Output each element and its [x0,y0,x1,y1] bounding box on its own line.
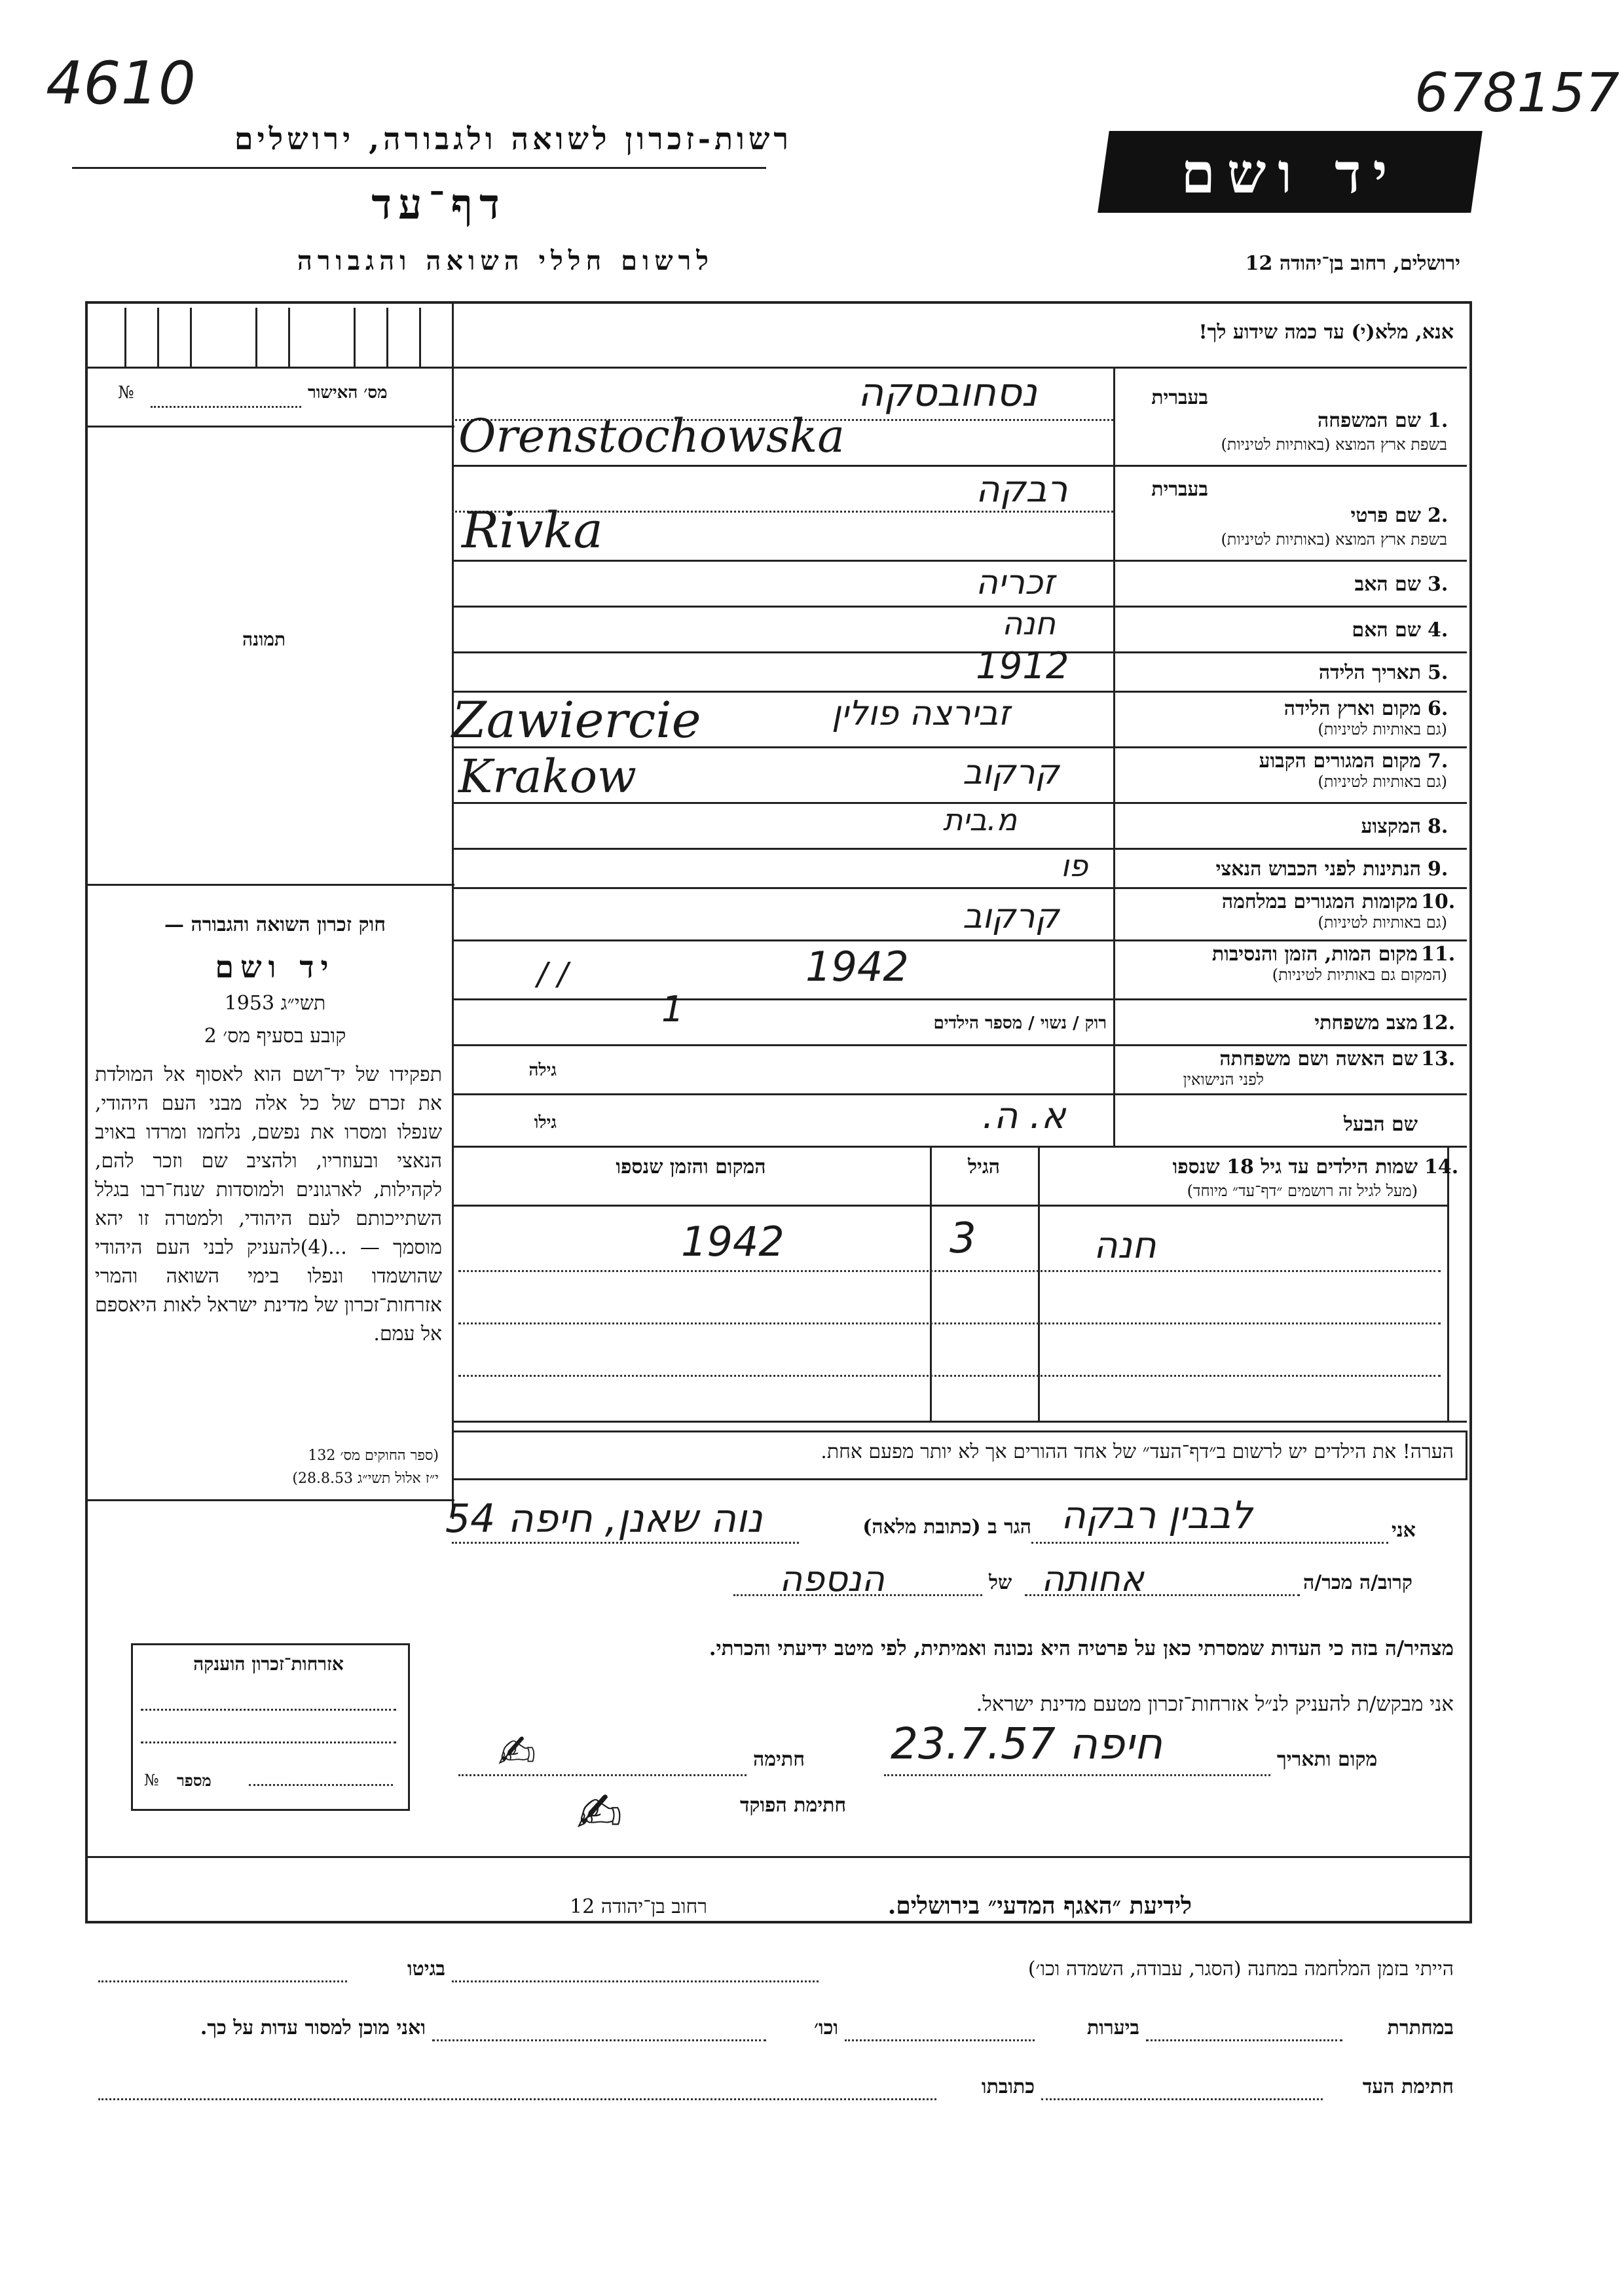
law-year: תשי״ג 1953 [224,992,326,1015]
declarant-gar-b: הגר ב (כתובת מלאה) [862,1516,1031,1539]
form-title: דף־עד [371,180,506,229]
field-2-heb-tag: בעברית [1151,478,1208,501]
citizenship-title: אזרחות־זכרון הוענקה [193,1653,344,1675]
declarant-address: נוה שאנן, חיפה 54 [445,1496,763,1542]
field-13-label: שם האשה ושם משפחתה [1219,1048,1418,1070]
institution-name: רשות-זכרון לשואה ולגבורה, ירושלים [234,121,792,156]
bottom-line2-c: וכו׳ [814,2016,838,2039]
child-1-place: 1942 [681,1218,784,1266]
officer-signature-label: חתימת הפוקד [740,1794,847,1817]
field-5-num: 5. [1428,661,1449,684]
law-name: יד ושם [215,949,335,985]
field-6-value: זבירצה פולין [832,694,1010,733]
citizenship-no: № [144,1771,159,1789]
law-text: תפקידו של יד־ושם הוא לאסוף אל המולדת את זכרם של כל אלה מבני העם היהודי, שנפלו ומסרו את נפשם, נלחמו ומרדו באויב הנאצי ובעוזריו, ולהציב שם וזכר להם, לקהילות, לארגונים ולמוסדות שנח־רבו בגלל השתייכותם לעם היהודי, ולמטרה זו יהא מוסמך — ...(4)להעניק לבני העם היהודי שהושמדו ונפלו בימי השואה והמרי אזרחות־זכרון של מדינת ישראל לאות היאספם אל עמם. [95,1063,443,1345]
instruction: אנא, מלא(י) עד כמה שידוע לך! [1198,321,1454,344]
bottom-line2-a: במחתרת [1387,2016,1454,2039]
field-8-label: המקצוע [1361,815,1421,838]
declarant-name: לבבין רבקה [1061,1493,1253,1537]
archive-number-left: 4610 [46,49,196,118]
photo-area [92,432,445,877]
bottom-line3-a: חתימת העד [1362,2075,1454,2098]
field-3-label: שם האב [1354,573,1421,596]
field-8-value: מ.בית [943,802,1017,837]
field-2-sub: בשפת ארץ המוצא (באותיות לטיניות) [1221,530,1447,549]
label-column-border [1113,367,1115,1146]
field-3-num: 3. [1428,573,1449,596]
field-13-value: גילה [528,1061,557,1080]
header-rule [72,167,766,169]
children-num: 14. [1424,1156,1459,1178]
bottom-title: לידיעת ״האגף המדעי״ בירושלים. [887,1892,1192,1920]
field-5-value: 1912 [976,645,1069,687]
officer-signature-mark: ✍ [576,1781,623,1845]
field-9-label: הנתינות לפני הכבוש הנאצי [1215,858,1421,881]
field-10-num: 10. [1421,890,1456,913]
field-6-num: 6. [1428,697,1449,720]
field-7-value: קרקוב [963,753,1060,792]
field-2-label: שם פרטי [1350,504,1421,527]
request-text: אני מבקש/ת להעניק לנ״ל אזרחות־זכרון מטעם מדינת ישראל. [976,1692,1454,1716]
child-1-age: 3 [950,1214,976,1263]
field-1-num: 1. [1428,409,1449,432]
left-column-border [452,301,454,1519]
bottom-line2-b: ביערות [1086,2016,1139,2039]
field-13-num: 13. [1421,1048,1456,1070]
place-date-value: חיפה 23.7.57 [891,1719,1163,1769]
bottom-line3-b: כתובתו [981,2075,1035,2098]
field-10-value: קרקוב [963,897,1060,936]
field-husband-value-hw: א. ה. [982,1095,1066,1137]
declarant-relative-value: אחותה [1041,1558,1144,1599]
field-husband-label: שם הבעל [1343,1113,1418,1136]
field-3-value: זכריה [976,563,1055,602]
form-subtitle: לרשום חללי השואה והגבורה [297,246,714,276]
field-9-num: 9. [1428,858,1449,881]
field-10-sub: (גם באותיות לטיניות) [1318,913,1447,932]
field-12-value-hw: 1 [661,989,684,1030]
field-11-value: 1942 [805,943,909,991]
field-2-value-heb: רבקה [976,468,1068,511]
declarant-shel: של [989,1571,1012,1594]
field-6-value-lat: Zawiercie [452,691,701,749]
field-1-value-lat: Orenstochowska [458,409,845,463]
bottom-line1-a: הייתי בזמן המלחמה במחנה (הסגר, עבודה, השמדה וכו׳) [1027,1958,1454,1980]
field-12-value: רוק / נשוי / מספר הילדים [933,1013,1107,1033]
field-9-value: פו [1061,848,1088,883]
header-address: ירושלים, רחוב בן־יהודה 12 [1245,252,1460,275]
law-ref2: י״ז אלול תשי״ג 28.8.53) [292,1470,439,1487]
child-1-name: חנה [1094,1224,1156,1267]
field-11-sub: (המקום גם באותיות לטיניות) [1272,966,1447,984]
field-8-num: 8. [1428,815,1449,838]
field-5-label: תאריך הלידה [1318,661,1421,684]
law-ref: (ספר החוקים מס׳ 132 [308,1448,439,1464]
children-header-sub: (מעל לגיל זה רושמים ״דף־עד״ מיוחד) [1187,1182,1418,1200]
field-7-num: 7. [1428,750,1449,773]
field-1-heb-tag: בעברית [1151,386,1208,409]
field-12-label: מצב משפחתי [1314,1011,1418,1034]
archive-number-right: 678157 [1414,62,1620,124]
field-7-value-lat: Krakow [458,750,637,803]
declaration-text: מצהיר/ה בזה כי העדות שמסרתי כאן על פרטיה היא נכונה ואמיתית, לפי מיטב ידיעתי והכרתי. [709,1637,1454,1660]
children-header-name: שמות הילדים עד גיל 18 שנספו [1172,1156,1418,1178]
declarant-ani: אני [1392,1519,1416,1542]
citizenship-mispar: מספר [177,1771,212,1790]
field-4-value: חנה [1002,606,1056,642]
photo-label: תמונה [242,629,286,650]
law-title: חוק זכרון השואה והגבורה — [164,913,386,936]
field-7-sub: (גם באותיות לטיניות) [1318,773,1447,791]
field-6-sub: (גם באותיות לטיניות) [1318,720,1447,738]
field-husband-value: גילו [534,1113,557,1133]
field-4-label: שם האם [1352,619,1421,642]
approval-field[interactable] [151,406,301,408]
bottom-line1-b: בגיטו [407,1958,445,1980]
declarant-shel-value: הנספה [779,1558,885,1599]
note: הערה! את הילדים יש לרשום ב״דף־העד״ של אחד ההורים אך לא יותר מפעם אחת. [821,1440,1454,1463]
field-4-num: 4. [1428,619,1449,642]
place-date-label: מקום ותאריך [1277,1748,1378,1771]
declarant-relative: קרוב/ה מכר/ה [1303,1571,1412,1594]
field-10-label: מקומות המגורים במלחמה [1221,890,1418,913]
bottom-line2-d: ואני מוכן למסור עדות על כך. [200,2016,426,2039]
field-13-sub: לפני הנישואין [1183,1070,1264,1089]
field-11-label: מקום המות, הזמן והנסיבות [1211,943,1418,966]
field-1-sub: בשפת ארץ המוצא (באותיות לטיניות) [1221,435,1447,454]
field-2-value-lat: Rivka [462,501,603,559]
field-11-value-mark: / / [537,956,568,993]
field-2-num: 2. [1428,504,1449,527]
approval-label: מס׳ האישור [308,383,388,403]
field-11-num: 11. [1421,943,1456,966]
signature-mark: ✍ [498,1725,536,1779]
logo-text: יד ושם [1181,141,1399,206]
field-7-label: מקום המגורים הקבוע [1259,750,1421,773]
field-1-value-heb: נסחובסקה [858,370,1037,416]
children-header-age: הגיל [967,1156,1001,1178]
law-clause: קובע בסעיף מס׳ 2 [204,1025,346,1048]
children-header-place: המקום והזמן שנספו [616,1156,766,1178]
bottom-address: רחוב בן־יהודה 12 [570,1895,707,1918]
approval-no: № [118,383,134,403]
field-12-num: 12. [1421,1011,1456,1034]
signature-label: חתימה [753,1748,805,1771]
field-6-label: מקום וארץ הלידה [1283,697,1421,720]
field-1-label: שם המשפחה [1317,409,1421,432]
